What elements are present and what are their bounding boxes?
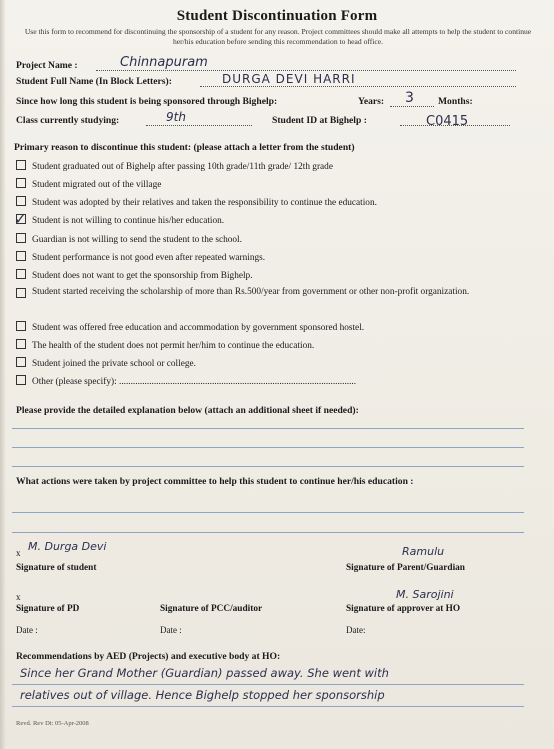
parent-signature[interactable]: Ramulu (402, 545, 445, 558)
checkbox[interactable] (16, 375, 26, 385)
explanation-line[interactable] (12, 428, 524, 429)
checkbox[interactable] (16, 321, 26, 331)
student-id-label: Student ID at Bighelp : (272, 115, 367, 126)
pd-signature-label: Signature of PD (16, 604, 80, 614)
class-label: Class currently studying: (16, 115, 120, 126)
student-name-label: Student Full Name (In Block Letters): (16, 76, 172, 87)
reason-item[interactable]: Guardian is not willing to send the student to the school. (16, 233, 242, 246)
years-value[interactable]: 3 (405, 90, 414, 106)
reasons-heading: Primary reason to discontinue this student: (please attach a letter from the student) (14, 142, 355, 153)
class-value[interactable]: 9th (166, 110, 186, 124)
signature-x-mark: x (16, 592, 21, 602)
form-intro: Use this form to recommend for discontinuing the sponsorship of a student for any reason. Project committees should make all attempts to help the student to continue her/his education before sending this recommendation to head office. (24, 27, 532, 46)
student-id-value[interactable]: C0415 (426, 114, 469, 129)
checkbox[interactable] (16, 233, 26, 243)
reason-item[interactable]: The health of the student does not permit her/him to continue the education. (16, 339, 314, 352)
reason-item[interactable]: Student joined the private school or college. (16, 357, 196, 370)
project-name-value[interactable]: Chinnapuram (120, 55, 208, 70)
recommendation-line[interactable] (12, 706, 524, 707)
student-name-value[interactable]: DURGA DEVI HARRI (222, 72, 356, 86)
years-line (390, 106, 434, 107)
reason-item[interactable]: Student started receiving the scholarship of more than Rs.500/year from government or other non-profit organization. (16, 287, 502, 298)
checkbox[interactable] (16, 357, 26, 367)
reason-item[interactable]: Student does not want to get the sponsorship from Bighelp. (16, 269, 253, 282)
months-label: Months: (438, 96, 473, 107)
reason-item-checked[interactable]: Student is not willing to continue his/her education. (16, 214, 224, 227)
recommendation-text-line1[interactable]: Since her Grand Mother (Guardian) passed away. She went with (20, 666, 389, 680)
checkbox[interactable] (16, 178, 26, 188)
form-revision: Revd. Rev Dt: 05-Apr-2008 (16, 720, 89, 727)
form-title: Student Discontinuation Form (176, 8, 378, 24)
signature-x-mark: x (16, 548, 21, 558)
explanation-line[interactable] (12, 447, 524, 448)
sponsored-duration-label: Since how long this student is being sponsored through Bighelp: (16, 96, 278, 107)
checkbox[interactable] (16, 288, 26, 298)
checkbox[interactable] (16, 269, 26, 279)
checkbox[interactable] (16, 196, 26, 206)
reason-item[interactable]: Student migrated out of the village (16, 178, 161, 191)
approver-date-label: Date: (346, 625, 366, 635)
approver-signature[interactable]: M. Sarojini (396, 588, 454, 601)
reason-item[interactable]: Student was offered free education and accommodation by government sponsored hostel. (16, 321, 364, 334)
checkbox[interactable] (16, 160, 26, 170)
pcc-signature-label: Signature of PCC/auditor (160, 604, 263, 614)
student-signature-label: Signature of student (16, 563, 97, 573)
explanation-heading: Please provide the detailed explanation below (attach an additional sheet if needed): (16, 405, 359, 416)
recommendation-heading: Recommendations by AED (Projects) and executive body at HO: (16, 651, 281, 662)
reason-item-other[interactable]: Other (please specify): ...................................................................................................... (16, 375, 356, 388)
check-mark-icon: ✓ (14, 210, 27, 228)
recommendation-line[interactable] (12, 684, 524, 685)
checkbox[interactable] (16, 251, 26, 261)
reason-item[interactable]: Student graduated out of Bighelp after passing 10th grade/11th grade/ 12th grade (16, 160, 333, 173)
years-label: Years: (358, 96, 385, 107)
approver-signature-label: Signature of approver at HO (346, 604, 461, 614)
actions-line[interactable] (12, 512, 524, 513)
project-name-line (96, 70, 516, 71)
reason-item[interactable]: Student performance is not good even after repeated warnings. (16, 251, 265, 264)
actions-heading: What actions were taken by project committee to help this student to continue her/his education : (16, 476, 414, 487)
project-name-label: Project Name : (16, 60, 78, 71)
class-line (146, 125, 252, 126)
student-signature[interactable]: M. Durga Devi (28, 540, 107, 553)
reason-item[interactable]: Student was adopted by their relatives and taken the responsibility to continue the education. (16, 196, 377, 209)
scan-shadow (0, 0, 6, 749)
actions-line[interactable] (12, 532, 524, 533)
checkbox[interactable] (16, 339, 26, 349)
pd-date-label: Date : (16, 625, 38, 635)
parent-signature-label: Signature of Parent/Guardian (346, 563, 465, 573)
pcc-date-label: Date : (160, 625, 182, 635)
recommendation-text-line2[interactable]: relatives out of village. Hence Bighelp stopped her sponsorship (20, 688, 385, 702)
explanation-line[interactable] (12, 466, 524, 467)
student-name-line (200, 86, 516, 87)
